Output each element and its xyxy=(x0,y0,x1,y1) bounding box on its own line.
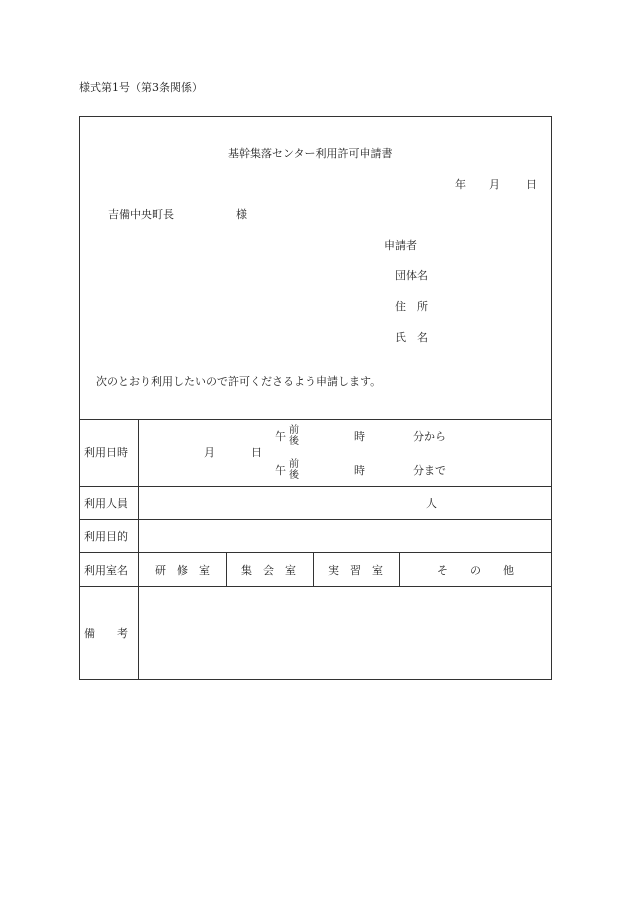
application-form xyxy=(79,116,552,680)
form-title: 基幹集落センター利用許可申請書 xyxy=(228,147,393,160)
start-pm: 後 xyxy=(289,436,299,447)
purpose-label: 利用目的 xyxy=(84,530,128,543)
applicant-org-label: 団体名 xyxy=(395,269,428,282)
row-divider-3 xyxy=(79,552,552,553)
room-option-assembly: 集 会 室 xyxy=(241,564,296,577)
start-am-pm xyxy=(289,425,299,447)
end-pm: 後 xyxy=(289,470,299,481)
label-column-divider xyxy=(138,419,139,680)
end-am: 前 xyxy=(289,459,299,470)
remarks-label: 備 考 xyxy=(84,627,128,640)
date-day: 日 xyxy=(526,178,537,191)
room-label: 利用室名 xyxy=(84,564,128,577)
row-divider-1 xyxy=(79,486,552,487)
application-statement: 次のとおり利用したいので許可くださるよう申請します。 xyxy=(96,375,382,388)
addressee-honorific: 様 xyxy=(236,208,247,221)
datetime-day: 日 xyxy=(251,446,262,459)
datetime-label: 利用日時 xyxy=(84,446,128,459)
end-hour: 時 xyxy=(354,464,365,477)
people-label: 利用人員 xyxy=(84,497,128,510)
form-number: 様式第1号（第3条関係） xyxy=(79,81,203,94)
date-month: 月 xyxy=(489,178,500,191)
room-option-practice: 実 習 室 xyxy=(328,564,383,577)
applicant-name-label: 氏 名 xyxy=(395,331,428,344)
datetime-month: 月 xyxy=(204,446,215,459)
room-option-training: 研 修 室 xyxy=(155,564,210,577)
start-noon: 午 xyxy=(275,430,286,443)
people-unit: 人 xyxy=(426,497,437,510)
start-hour: 時 xyxy=(354,430,365,443)
table-top-border xyxy=(79,419,552,420)
start-minute-from: 分から xyxy=(413,430,446,443)
row-divider-2 xyxy=(79,519,552,520)
end-am-pm xyxy=(289,459,299,481)
end-minute-until: 分まで xyxy=(413,464,446,477)
end-noon: 午 xyxy=(275,464,286,477)
room-option-other: そ の 他 xyxy=(437,564,514,577)
row-divider-4 xyxy=(79,586,552,587)
room-divider-3 xyxy=(399,552,400,586)
applicant-address-label: 住 所 xyxy=(395,300,428,313)
room-divider-1 xyxy=(226,552,227,586)
applicant-heading: 申請者 xyxy=(384,239,417,252)
start-am: 前 xyxy=(289,425,299,436)
addressee-name: 吉備中央町長 xyxy=(108,208,174,221)
room-divider-2 xyxy=(313,552,314,586)
date-year: 年 xyxy=(455,178,466,191)
